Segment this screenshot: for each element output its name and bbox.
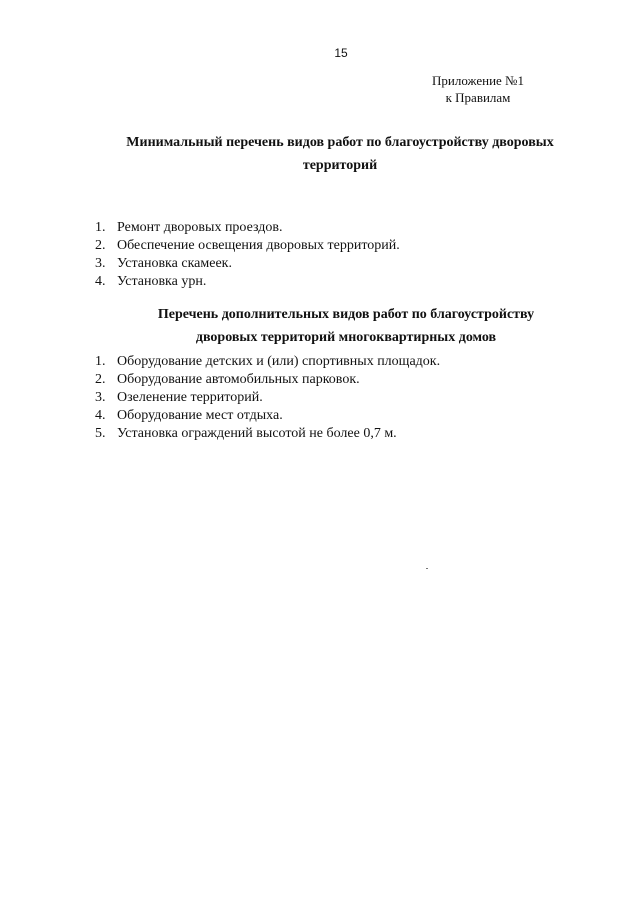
list-item — [95, 371, 440, 389]
list-item-number: 1. — [95, 354, 106, 369]
list-item-text: Установка ограждений высотой не более 0,7 м. — [117, 426, 397, 441]
scan-speck — [426, 568, 428, 569]
list-item-number: 4. — [95, 274, 106, 289]
appendix-rules-reference: к Правилам — [445, 90, 511, 105]
list-item-number: 2. — [95, 372, 106, 387]
appendix-reference — [418, 72, 538, 106]
list-item-number: 3. — [95, 256, 106, 271]
list-item — [95, 389, 440, 407]
list-item — [95, 353, 440, 371]
list-item — [95, 273, 400, 291]
list-item-number: 3. — [95, 390, 106, 405]
list-item-number: 2. — [95, 238, 106, 253]
list-item — [95, 219, 400, 237]
list-item — [95, 407, 440, 425]
appendix-number: Приложение №1 — [432, 73, 524, 88]
list-item-text: Установка скамеек. — [117, 256, 232, 271]
minimal-works-heading — [90, 131, 590, 177]
list-item-number: 4. — [95, 408, 106, 423]
list-item — [95, 425, 440, 443]
heading-line: территорий — [302, 158, 378, 173]
list-item-text: Оборудование детских и (или) спортивных площадок. — [117, 354, 441, 369]
list-item — [95, 255, 400, 273]
additional-works-heading — [96, 303, 596, 349]
list-item-text: Обеспечение освещения дворовых территорий. — [117, 238, 400, 253]
heading-line: дворовых территорий многоквартирных домов — [195, 330, 497, 345]
list-item-text: Установка урн. — [117, 274, 207, 289]
list-item-text: Озеленение территорий. — [117, 390, 263, 405]
minimal-works-list — [95, 219, 400, 291]
list-item-text: Ремонт дворовых проездов. — [117, 220, 283, 235]
heading-line: Перечень дополнительных видов работ по благоустройству — [157, 307, 535, 322]
list-item-text: Оборудование автомобильных парковок. — [117, 372, 360, 387]
page-number: 15 — [334, 46, 348, 60]
heading-line: Минимальный перечень видов работ по благоустройству дворовых — [126, 135, 554, 150]
additional-works-list — [95, 353, 440, 443]
list-item — [95, 237, 400, 255]
list-item-text: Оборудование мест отдыха. — [117, 408, 283, 423]
list-item-number: 1. — [95, 220, 106, 235]
list-item-number: 5. — [95, 426, 106, 441]
